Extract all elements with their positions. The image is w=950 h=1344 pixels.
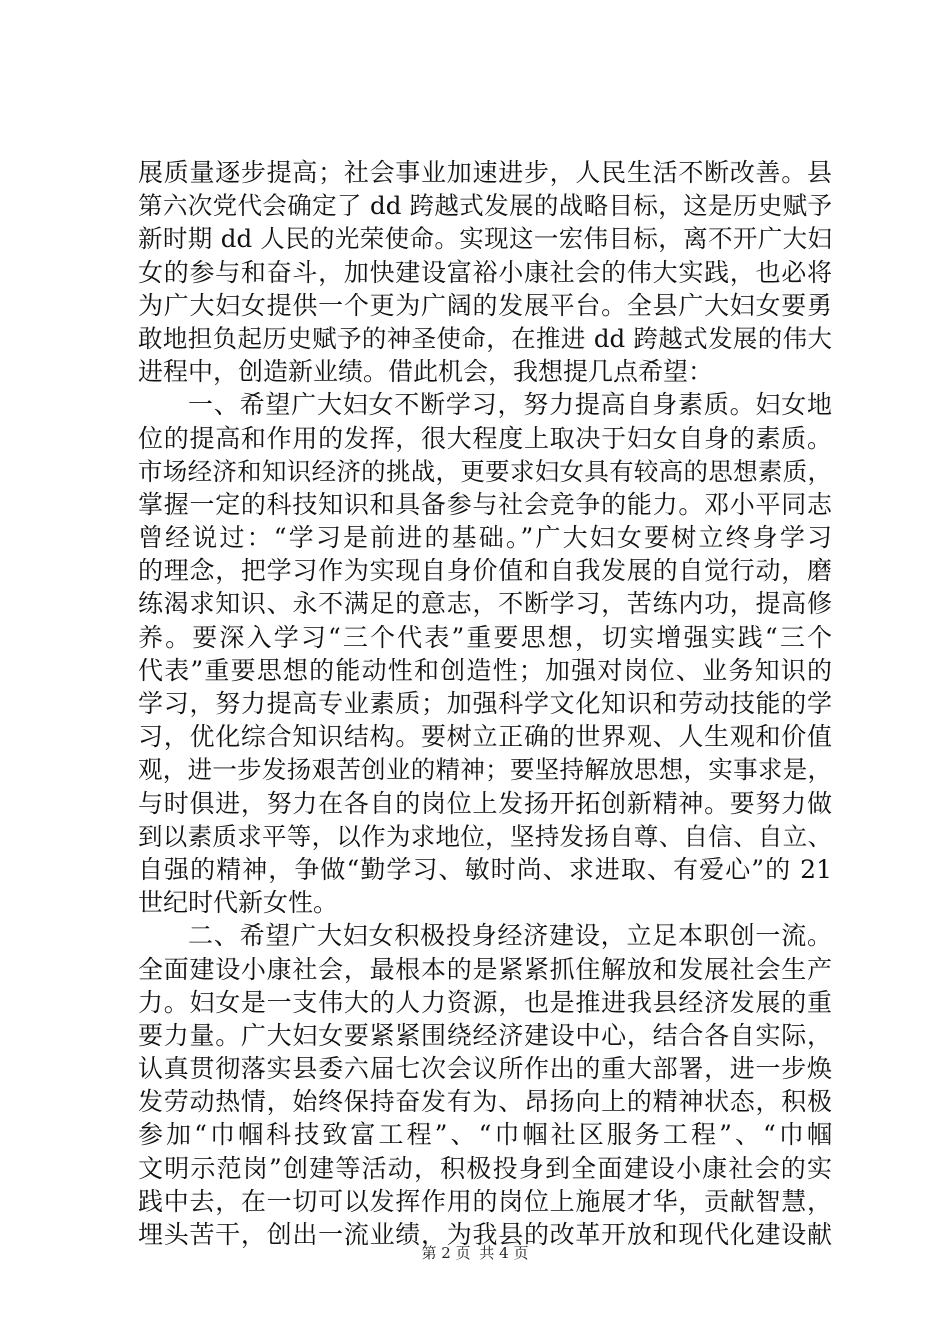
text-line: 曾经说过：“学习是前进的基础。”广大妇女要树立终身学习 [138, 523, 832, 553]
text-line: 埋头苦干，创出一流业绩，为我县的改革开放和现代化建设献 [138, 1220, 832, 1249]
text-line: 的理念，把学习作为实现自身价值和自我发展的自觉行动，磨 [138, 556, 832, 586]
text-line: 世纪时代新女性。 [138, 888, 339, 918]
text-line: 习，优化综合知识结构。要树立正确的世界观、人生观和价值 [138, 722, 832, 752]
document-body [138, 156, 832, 1251]
text-line: 践中去，在一切可以发挥作用的岗位上施展才华，贡献智慧， [138, 1186, 832, 1216]
text-line: 展质量逐步提高；社会事业加速进步，人民生活不断改善。县 [138, 158, 832, 187]
text-line: 一、希望广大妇女不断学习，努力提高自身素质。妇女地 [188, 390, 832, 420]
text-line: 位的提高和作用的发挥，很大程度上取决于妇女自身的素质。 [138, 423, 832, 453]
text-line: 要力量。广大妇女要紧紧围绕经济建设中心，结合各自实际， [138, 1020, 832, 1050]
text-line: 为广大妇女提供一个更为广阔的发展平台。全县广大妇女要勇 [138, 290, 832, 320]
text-line: 养。要深入学习“三个代表”重要思想，切实增强实践“三个 [138, 622, 832, 652]
text-line: 女的参与和奋斗，加快建设富裕小康社会的伟大实践，也必将 [138, 257, 832, 287]
text-line: 进程中，创造新业绩。借此机会，我想提几点希望： [138, 357, 714, 387]
text-line: 学习，努力提高专业素质；加强科学文化知识和劳动技能的学 [138, 689, 832, 718]
text-line: 代表”重要思想的能动性和创造性；加强对岗位、业务知识的 [138, 655, 832, 685]
text-line: 敢地担负起历史赋予的神圣使命，在推进 dd 跨越式发展的伟大 [138, 323, 832, 353]
text-line: 与时俱进，努力在各自的岗位上发扬开拓创新精神。要努力做 [138, 788, 832, 818]
text-line: 二、希望广大妇女积极投身经济建设，立足本职创一流。 [188, 921, 832, 951]
page-number: 第 2 页 [421, 1244, 471, 1262]
text-line: 掌握一定的科技知识和具备参与社会竞争的能力。邓小平同志 [138, 489, 832, 519]
text-line: 市场经济和知识经济的挑战，更要求妇女具有较高的思想素质， [138, 456, 832, 486]
text-line: 观，进一步发扬艰苦创业的精神；要坚持解放思想，实事求是， [138, 755, 832, 785]
text-line: 自强的精神，争做“勤学习、敏时尚、求进取、有爱心”的 21 [138, 854, 832, 884]
text-line: 新时期 dd 人民的光荣使命。实现这一宏伟目标，离不开广大妇 [138, 224, 832, 254]
text-line: 第六次党代会确定了 dd 跨越式发展的战略目标，这是历史赋予 [138, 191, 832, 221]
text-line: 文明示范岗”创建等活动，积极投身到全面建设小康社会的实 [138, 1153, 832, 1183]
text-line: 到以素质求平等，以作为求地位，坚持发扬自尊、自信、自立、 [138, 821, 832, 851]
text-line: 全面建设小康社会，最根本的是紧紧抓住解放和发展社会生产 [138, 954, 832, 984]
page-footer [0, 1243, 950, 1263]
text-line: 认真贯彻落实县委六届七次会议所作出的重大部署，进一步焕 [138, 1054, 832, 1084]
text-line: 力。妇女是一支伟大的人力资源，也是推进我县经济发展的重 [138, 987, 832, 1017]
page-total: 共 4 页 [479, 1244, 529, 1262]
text-line: 发劳动热情，始终保持奋发有为、昂扬向上的精神状态，积极 [138, 1087, 832, 1117]
text-line: 练渴求知识、永不满足的意志，不断学习，苦练内功，提高修 [138, 589, 832, 619]
text-line: 参加“巾帼科技致富工程”、“巾帼社区服务工程”、“巾帼 [138, 1120, 832, 1150]
